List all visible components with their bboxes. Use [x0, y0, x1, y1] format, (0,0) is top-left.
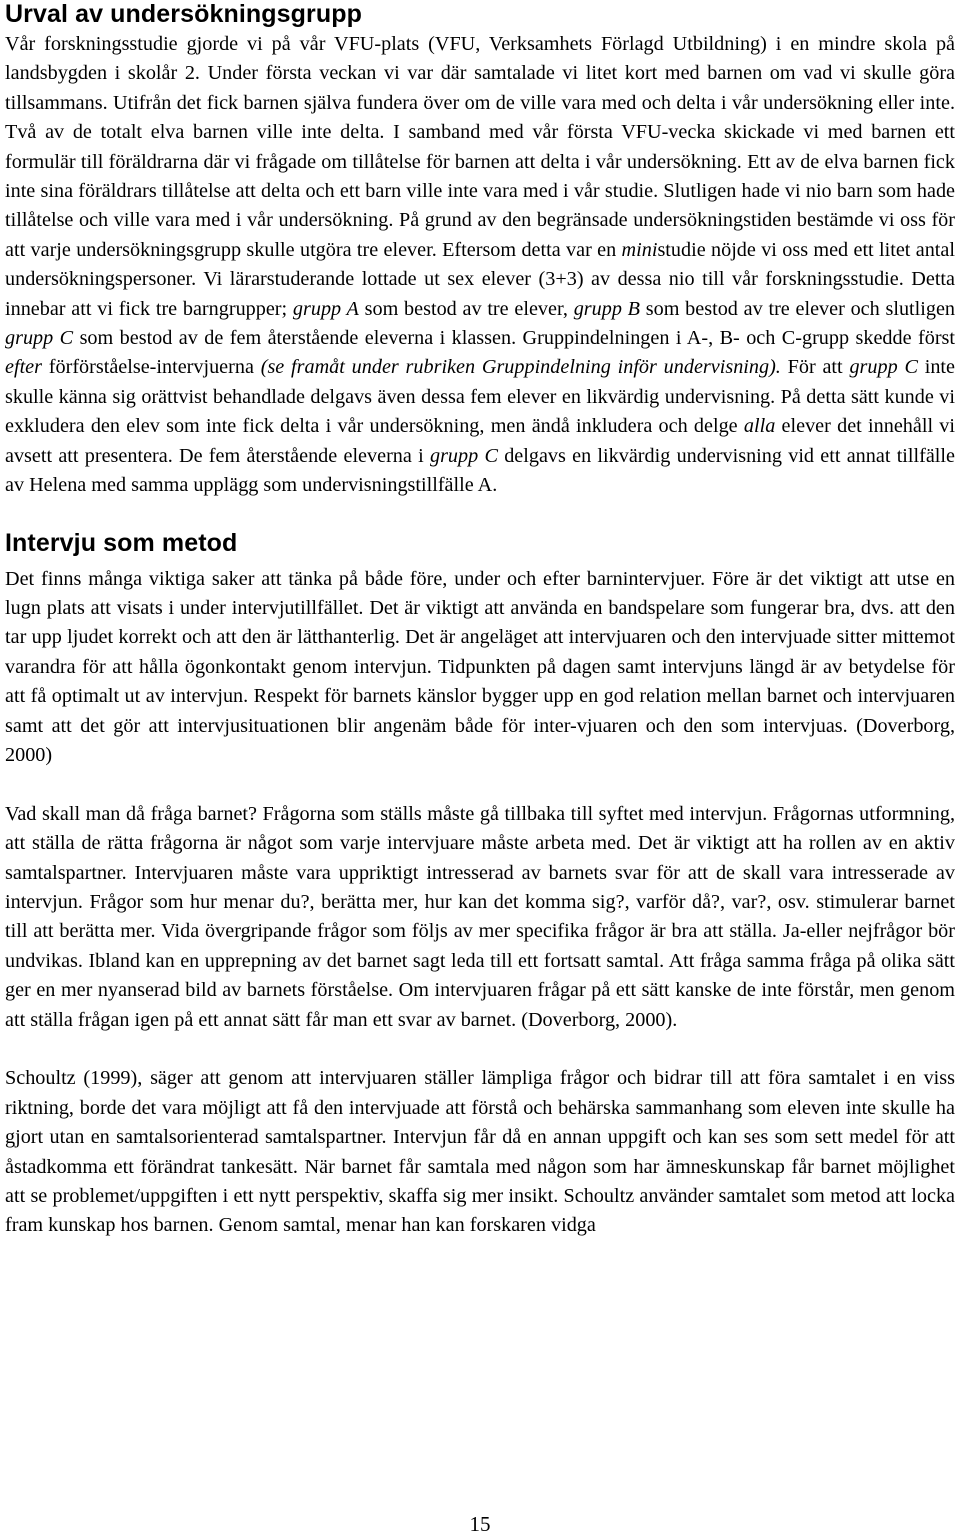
- text-run: elever det innehåll vi avsett att presentera. De fem återstående eleverna i: [5, 415, 955, 467]
- text-run: Vår forskningsstudie gjorde vi på vår VFU-plats (VFU, Verksamhets Förlagd Utbildning) i en mindre skola på landsbygden i skolår 2. Under första veckan vi var där samtalade vi litet kort med barnen om vad vi skulle göra tillsammans. Utifrån det fick barnen själva fundera över om de ville vara med och delta i vår undersökning eller inte. Två av de totalt elva barnen ville inte delta. I samband med vår första VFU-vecka skickade vi med barnen ett formulär till föräldrarna där vi frågade om tillåtelse för barnen att delta i vår undersökning. Ett av de elva barnen fick inte sina föräldrars tillåtelse att delta och ett barn ville inte vara med i vår studie. Slutligen hade vi nio barn som hade tillåtelse och ville vara med i vår undersökning. På grund av den begränsade undersökningstiden bestämde vi oss för att varje undersökningsgrupp skulle utgöra tre elever. Eftersom detta var en: [5, 33, 955, 261]
- paragraph-intervju-3: Schoultz (1999), säger att genom att intervjuaren ställer lämpliga frågor och bidrar till att föra samtalet i en viss riktning, borde det vara möjligt att få den intervjuade att förstå och behärska sammanhang som eleven inte skulle ha gjort utan en samtalsorienterad samtalspartner. Intervjun får då en annan uppgift och kan ses som sett medel för att åstadkomma ett förändrat tankesätt. När barnet får samtala med någon som har ämneskunskap får barnet möjlighet att se problemet/uppgiften i ett nytt perspektiv, skaffa sig mer insikt. Schoultz använder samtalet som metod att locka fram kunskap hos barnen. Genom samtal, menar han kan forskaren vidga: [5, 1067, 955, 1237]
- page-number: 15: [469, 1512, 491, 1536]
- italic-run: grupp C: [429, 444, 498, 467]
- italic-run: grupp A: [292, 297, 359, 320]
- italic-run: mini: [621, 238, 658, 261]
- italic-run: grupp B: [573, 297, 641, 320]
- italic-run: grupp C: [5, 327, 74, 350]
- section-heading-intervju: Intervju som metod: [5, 528, 238, 557]
- section-heading-urval: Urval av undersökningsgrupp: [5, 0, 362, 28]
- paragraph-intervju-2: Vad skall man då fråga barnet? Frågorna som ställs måste gå tillbaka till syftet med intervjun. Frågornas utformning, att ställa de rätta frågorna är något som varje intervjuare måste arbeta med. Det är viktigt att ha rollen av en aktiv samtalspartner. Intervjuaren måste vara uppriktigt intresserad av barnets svar för att de skall vara intresserade av intervjun. Frågor som hur menar du?, berätta mer, hur kan det komma sig?, varför då?, var?, osv. stimulerar barnet till att berätta mer. Vida övergripande frågor som följs av mer specifika frågor är bra att ställa. Ja-eller nejfrågor bör undvikas. Ibland kan en upprepning av det barnet sagt leda till ett fortsatt samtal. Att fråga samma fråga på olika sätt ger en mer nyanserad bild av barnets förståelse. Om intervjuaren frågar på ett sätt kanske de inte förstår, men genom att ställa frågan igen på ett annat sätt får man ett svar av barnet. (Doverborg, 2000).: [5, 802, 955, 1031]
- italic-run: alla: [743, 415, 776, 438]
- text-run: inte skulle känna sig orättvist behandlade delgavs även dessa fem elever en likvärdig undervisning. På detta sätt kunde vi exkludera den elev som inte fick delta i vår undersökning, men ändå inkludera och delge: [5, 356, 955, 438]
- paragraph-intervju-1: Det finns många viktiga saker att tänka på både före, under och efter barnintervjuer. Före är det viktigt att utse en lugn plats att visats i under intervjutillfället. Det är viktigt att använda en bandspelare som fungerar bra, dvs. att den tar upp ljudet korrekt och att den är lätthanterlig. Det är angeläget att intervjuaren och den intervjuade sitter mittemot varandra för att hålla ögonkontakt genom intervjun. Tidpunkten på dagen samt intervjuns längd är av betydelse för att få optimalt ut av intervjun. Respekt för barnets känslor bygger upp en god relation mellan barnet och intervjuaren samt att det gör att intervjusituationen blir angenäm både för inter-vjuaren och den som intervjuas. (Doverborg, 2000): [5, 567, 955, 766]
- text-run: För att: [780, 356, 850, 379]
- text-run: som bestod av de fem återstående eleverna i klassen. Gruppindelningen i A-, B- och C-grupp skedde först: [73, 327, 956, 350]
- italic-run: (se framåt under rubriken Gruppindelning inför undervisning).: [260, 356, 781, 379]
- italic-run: efter: [5, 356, 42, 379]
- text-run: som bestod av tre elever och slutligen: [640, 297, 956, 320]
- italic-run: grupp C: [849, 356, 918, 379]
- text-run: studie nöjde vi oss med ett litet antal undersökningspersoner. Vi lärarstuderande lottade ut sex elever (3+3) av dessa nio till vår forskningsstudie. Detta innebar att vi fick tre barngrupper;: [5, 238, 955, 320]
- paragraph-urval: [5, 30, 955, 501]
- text-run: som bestod av tre elever,: [358, 297, 574, 320]
- document-page: [5, 0, 955, 1241]
- text-run: förförståelse-intervjuerna: [42, 356, 261, 379]
- text-run: delgavs en likvärdig undervisning vid ett annat tillfälle av Helena med samma upplägg som undervisningstillfälle A.: [5, 444, 955, 497]
